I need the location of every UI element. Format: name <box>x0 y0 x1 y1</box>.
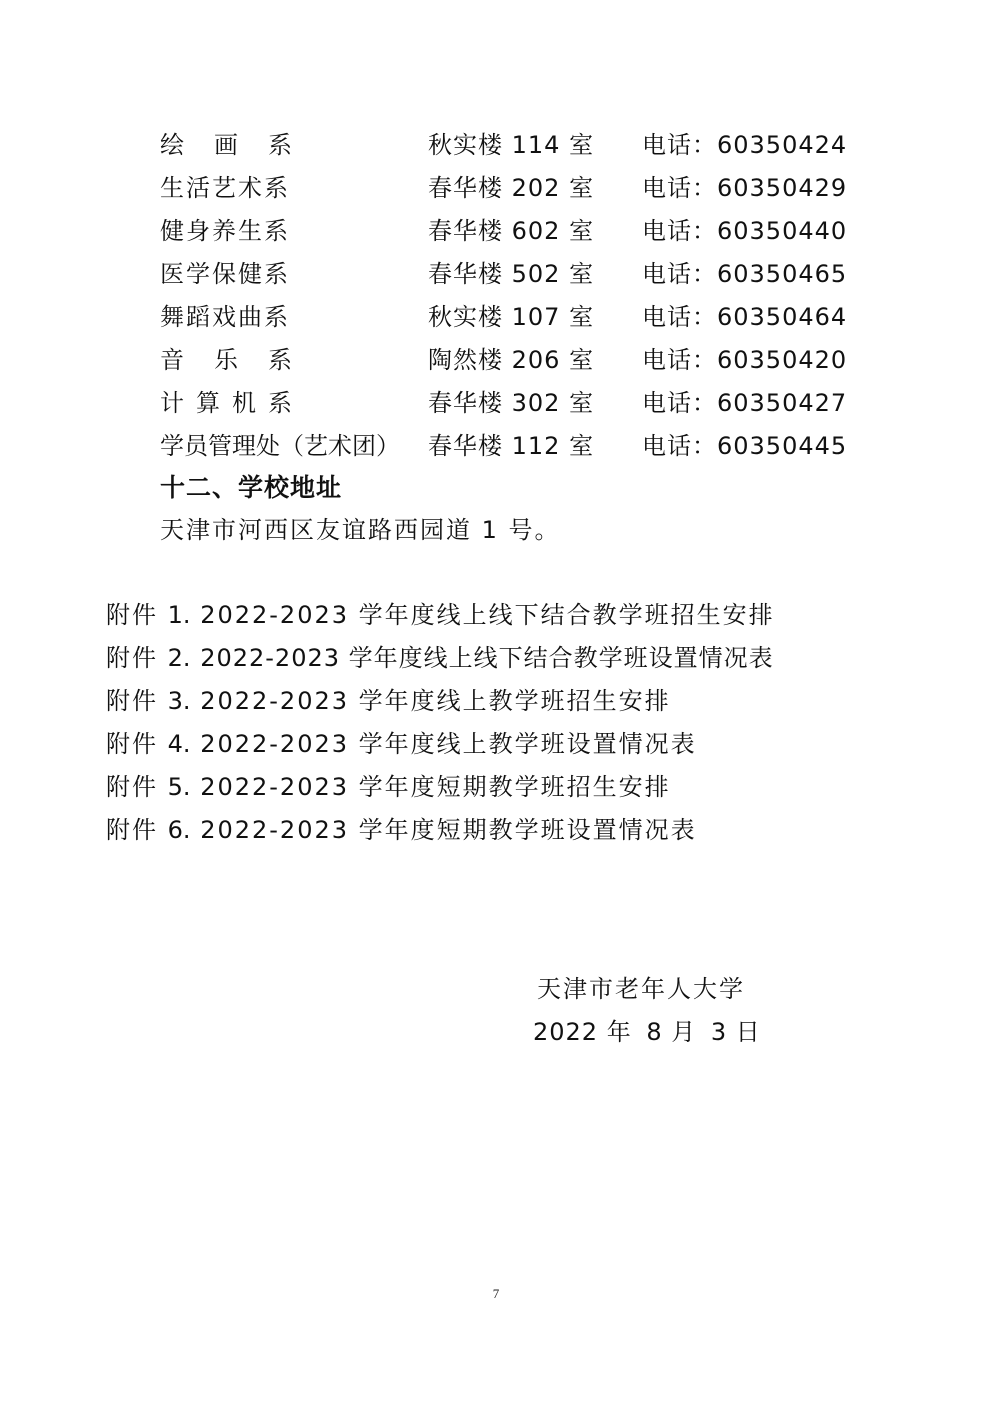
department-room: 春华楼 112 室 <box>428 432 595 460</box>
attachment-title: 2022-2023 学年度线上教学班设置情况表 <box>200 730 697 758</box>
attachment-item <box>106 809 926 852</box>
department-phone: 电话：60350420 <box>642 346 848 374</box>
attachment-number: 4. <box>167 730 191 758</box>
attachment-item <box>106 594 926 637</box>
department-room: 春华楼 502 室 <box>428 260 595 288</box>
department-phone: 电话：60350464 <box>642 303 848 331</box>
attachment-number: 1. <box>167 601 191 629</box>
signature-block <box>533 968 767 1054</box>
page-number: 7 <box>492 1286 500 1301</box>
department-phone: 电话：60350424 <box>642 131 848 159</box>
department-name: 健身养生系 <box>160 217 290 245</box>
department-name: 计 算 机 系 <box>160 389 292 417</box>
attachment-title: 2022-2023 学年度短期教学班设置情况表 <box>200 816 697 844</box>
department-phone: 电话：60350429 <box>642 174 848 202</box>
attachment-prefix: 附件 <box>106 601 158 629</box>
attachment-prefix: 附件 <box>106 687 158 715</box>
department-row <box>160 124 860 167</box>
attachment-prefix: 附件 <box>106 644 158 672</box>
department-room: 秋实楼 114 室 <box>428 131 595 159</box>
attachment-number: 2. <box>167 644 191 672</box>
department-name: 绘 画 系 <box>160 131 292 159</box>
attachment-title: 2022-2023 学年度线上线下结合教学班招生安排 <box>200 601 775 629</box>
attachment-item <box>106 723 926 766</box>
department-row <box>160 425 860 468</box>
attachment-title: 2022-2023 学年度线上线下结合教学班设置情况表 <box>200 644 774 672</box>
department-row <box>160 253 860 296</box>
department-name: 医学保健系 <box>160 260 290 288</box>
attachment-number: 6. <box>167 816 191 844</box>
department-row <box>160 167 860 210</box>
date-month: 8 月 <box>646 1018 697 1046</box>
attachment-prefix: 附件 <box>106 730 158 758</box>
attachment-item <box>106 680 926 723</box>
department-row <box>160 339 860 382</box>
attachment-title: 2022-2023 学年度线上教学班招生安排 <box>200 687 671 715</box>
school-address: 天津市河西区友谊路西园道 1 号。 <box>160 516 561 544</box>
department-name: 生活艺术系 <box>160 174 290 202</box>
department-row <box>160 210 860 253</box>
department-row <box>160 382 860 425</box>
department-contact-list <box>160 124 860 468</box>
department-room: 春华楼 302 室 <box>428 389 595 417</box>
attachment-prefix: 附件 <box>106 816 158 844</box>
department-room: 春华楼 202 室 <box>428 174 595 202</box>
attachment-number: 3. <box>167 687 191 715</box>
issuing-organization: 天津市老年人大学 <box>537 975 745 1003</box>
department-name: 音 乐 系 <box>160 346 292 374</box>
issue-date <box>533 1011 767 1054</box>
department-phone: 电话：60350440 <box>642 217 848 245</box>
department-name: 学员管理处（艺术团） <box>160 432 400 460</box>
date-day: 3 日 <box>710 1018 761 1046</box>
attachment-item <box>106 766 926 809</box>
date-year: 2022 年 <box>533 1018 632 1046</box>
department-room: 秋实楼 107 室 <box>428 303 595 331</box>
department-room: 春华楼 602 室 <box>428 217 595 245</box>
attachment-prefix: 附件 <box>106 773 158 801</box>
department-phone: 电话：60350465 <box>642 260 848 288</box>
department-row <box>160 296 860 339</box>
attachment-number: 5. <box>167 773 191 801</box>
department-phone: 电话：60350427 <box>642 389 848 417</box>
attachment-item <box>106 637 926 680</box>
department-room: 陶然楼 206 室 <box>428 346 595 374</box>
attachment-title: 2022-2023 学年度短期教学班招生安排 <box>200 773 671 801</box>
department-name: 舞蹈戏曲系 <box>160 303 290 331</box>
section-heading: 十二、学校地址 <box>160 473 343 502</box>
attachment-list <box>106 594 926 852</box>
department-phone: 电话：60350445 <box>642 432 848 460</box>
